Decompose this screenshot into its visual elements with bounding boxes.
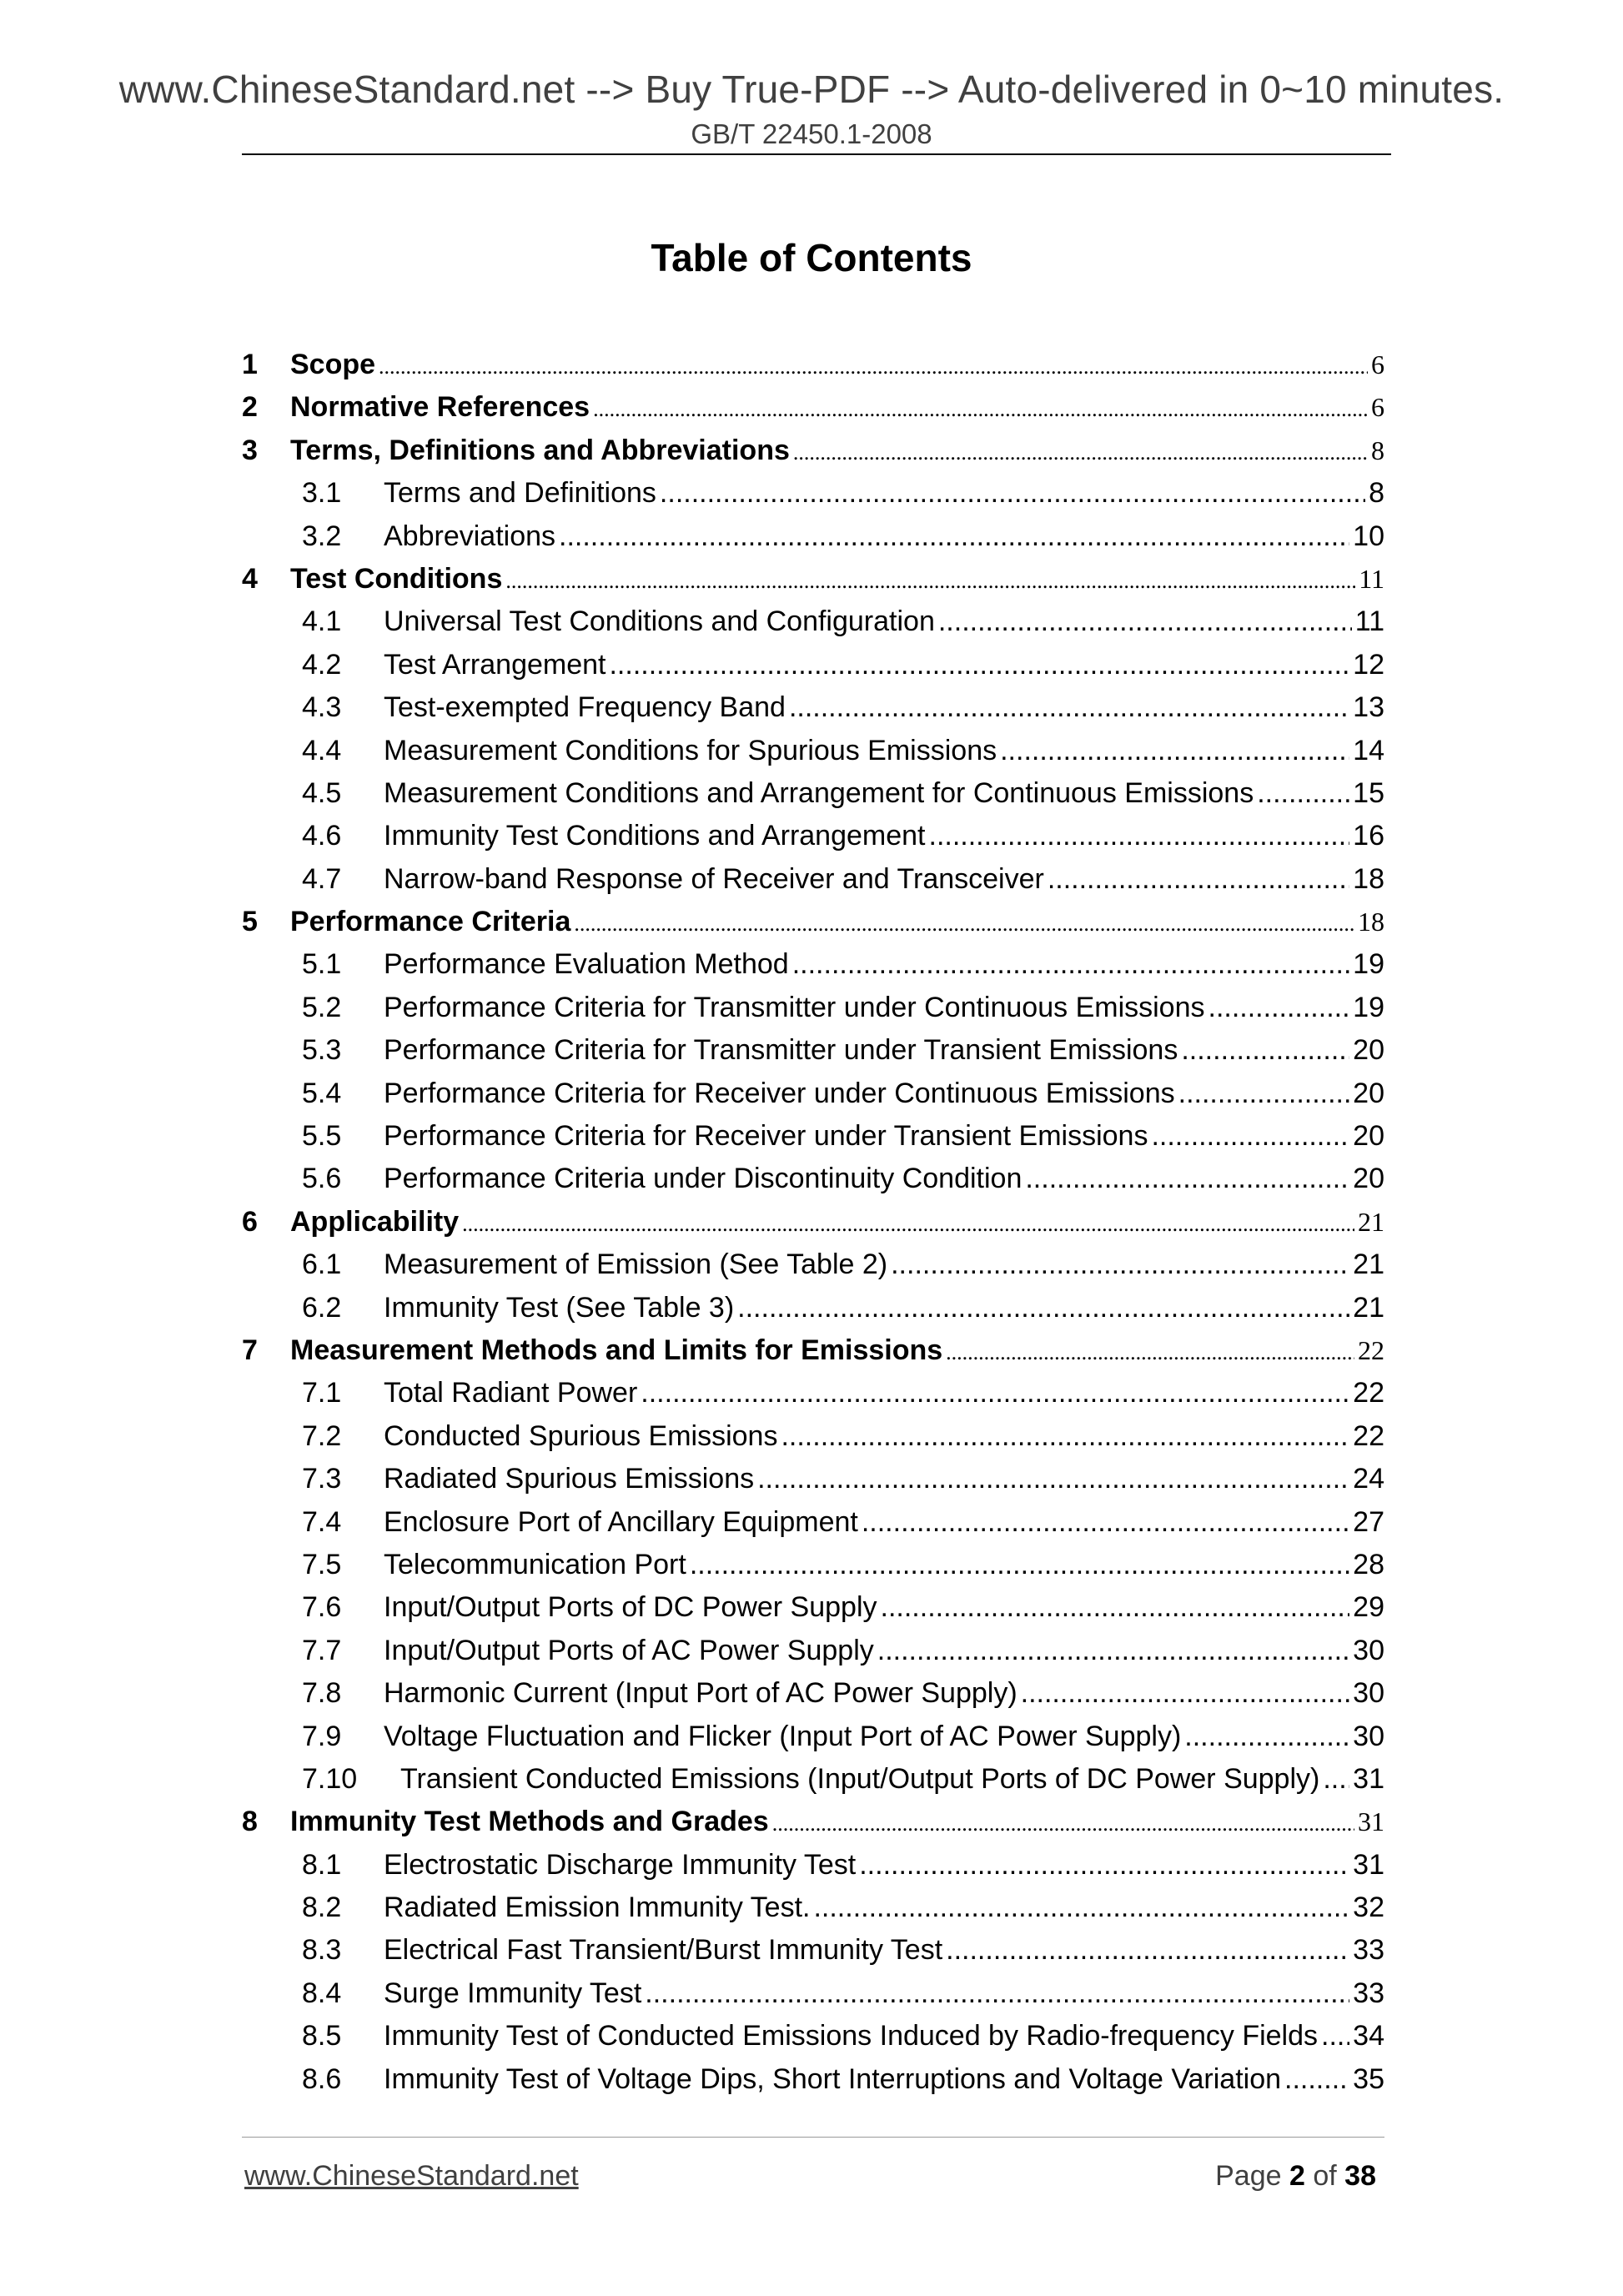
toc-entry-number: 8.5 xyxy=(302,2020,342,2052)
toc-dot-leader xyxy=(690,1544,1349,1586)
toc-entry-number: 3 xyxy=(242,434,258,466)
toc-entry[interactable] xyxy=(242,515,1384,558)
toc-entry-page: 22 xyxy=(1353,1377,1384,1409)
toc-entry-label: Telecommunication Port xyxy=(384,1548,686,1580)
toc-entry-label: Applicability xyxy=(290,1205,460,1238)
toc-dot-leader xyxy=(891,1243,1349,1286)
toc-entry-page: 22 xyxy=(1358,1334,1384,1365)
toc-entry-number: 7.5 xyxy=(302,1548,342,1580)
toc-entry-label: Performance Criteria for Receiver under Transient Emissions xyxy=(384,1120,1148,1153)
toc-entry-number: 4.6 xyxy=(302,820,342,852)
toc-entry-number: 7.4 xyxy=(302,1505,342,1538)
toc-entry-page: 29 xyxy=(1353,1591,1384,1624)
toc-dot-leader xyxy=(862,1501,1349,1544)
toc-entry[interactable] xyxy=(242,1716,1384,1758)
toc-dot-leader xyxy=(792,943,1349,986)
page-total: 38 xyxy=(1344,2160,1376,2192)
toc-dot-leader xyxy=(859,1844,1349,1887)
toc-entry-label: Performance Criteria for Receiver under Continuous Emissions xyxy=(384,1077,1175,1109)
toc-dot-leader xyxy=(1021,1672,1350,1715)
toc-entry-number: 5.4 xyxy=(302,1077,342,1109)
toc-entry-label: Input/Output Ports of AC Power Supply xyxy=(384,1634,874,1666)
toc-entry-number: 7.9 xyxy=(302,1720,342,1752)
toc-entry-page: 30 xyxy=(1353,1634,1384,1666)
toc-entry-number: 7.1 xyxy=(302,1377,342,1409)
toc-dot-leader xyxy=(813,1887,1349,1929)
toc-dot-leader xyxy=(781,1415,1349,1458)
toc-entry-page: 28 xyxy=(1353,1548,1384,1580)
toc-entry[interactable] xyxy=(242,1243,1384,1286)
toc-entry-page: 33 xyxy=(1353,1934,1384,1967)
toc-entry[interactable] xyxy=(242,1115,1384,1158)
header-banner: www.ChineseStandard.net --> Buy True-PDF --> Auto-delivered in 0~10 minutes. xyxy=(118,68,1505,111)
toc-dot-leader xyxy=(1178,1073,1350,1115)
toc-dot-leader xyxy=(559,515,1349,558)
toc-entry-label: Transient Conducted Emissions (Input/Output Ports of DC Power Supply) xyxy=(400,1762,1320,1795)
toc-entry-label: Measurement Conditions and Arrangement for Continuous Emissions xyxy=(384,776,1254,809)
toc-dot-leader xyxy=(574,902,1354,945)
toc-entry[interactable] xyxy=(242,901,1384,943)
toc-dot-leader xyxy=(946,1331,1354,1374)
toc-entry-page: 6 xyxy=(1371,392,1384,423)
toc-entry-page: 19 xyxy=(1353,991,1384,1023)
toc-entry[interactable] xyxy=(242,344,1384,386)
toc-dot-leader xyxy=(379,345,1368,388)
toc-dot-leader xyxy=(1284,2058,1349,2101)
toc-entry-page: 31 xyxy=(1353,1762,1384,1795)
toc-entry-page: 12 xyxy=(1353,648,1384,681)
toc-entry-number: 7 xyxy=(242,1334,258,1366)
toc-entry-number: 4.7 xyxy=(302,862,342,895)
toc-dot-leader xyxy=(1048,858,1349,901)
toc-entry-label: Performance Evaluation Method xyxy=(384,948,789,981)
toc-entry-label: Normative References xyxy=(290,391,590,424)
toc-entry-label: Test-exempted Frequency Band xyxy=(384,691,786,724)
toc-entry-number: 4.5 xyxy=(302,776,342,809)
toc-entry-label: Measurement Methods and Limits for Emissions xyxy=(290,1334,943,1366)
toc-entry-page: 24 xyxy=(1353,1463,1384,1495)
toc-entry[interactable] xyxy=(242,1544,1384,1586)
toc-dot-leader xyxy=(1025,1158,1349,1200)
toc-entry-label: Electrical Fast Transient/Burst Immunity Test xyxy=(384,1934,943,1967)
toc-dot-leader xyxy=(609,644,1349,686)
footer-divider xyxy=(242,2137,1384,2138)
toc-dot-leader xyxy=(1257,772,1349,815)
toc-entry-label: Terms and Definitions xyxy=(384,477,656,510)
toc-entry[interactable] xyxy=(242,1029,1384,1072)
toc-dot-leader xyxy=(505,560,1355,602)
toc-entry-page: 32 xyxy=(1353,1892,1384,1924)
toc-entry-page: 6 xyxy=(1371,349,1384,379)
toc-entry[interactable] xyxy=(242,386,1384,429)
toc-entry-label: Performance Criteria for Transmitter under Continuous Emissions xyxy=(384,991,1205,1023)
standard-code: GB/T 22450.1-2008 xyxy=(691,118,932,149)
toc-entry-page: 15 xyxy=(1353,776,1384,809)
toc-entry[interactable] xyxy=(242,1586,1384,1629)
toc-entry-page: 27 xyxy=(1353,1505,1384,1538)
toc-entry-number: 4 xyxy=(242,562,258,595)
toc-dot-leader xyxy=(1321,2015,1349,2057)
toc-entry-label: Universal Test Conditions and Configuration xyxy=(384,605,935,638)
toc-entry-label: Test Arrangement xyxy=(384,648,606,681)
toc-entry-label: Radiated Spurious Emissions xyxy=(384,1463,755,1495)
toc-entry-number: 2 xyxy=(242,391,258,424)
toc-entry[interactable] xyxy=(242,1844,1384,1887)
toc-entry-number: 6.2 xyxy=(302,1291,342,1324)
toc-entry-page: 30 xyxy=(1353,1677,1384,1710)
toc-entry[interactable] xyxy=(242,1201,1384,1243)
toc-entry-page: 20 xyxy=(1353,1120,1384,1153)
toc-entry-number: 5.6 xyxy=(302,1163,342,1195)
toc-entry-number: 4.4 xyxy=(302,734,342,766)
toc-dot-leader xyxy=(877,1630,1349,1672)
toc-entry-page: 11 xyxy=(1359,563,1384,594)
page-of: of xyxy=(1313,2160,1337,2192)
toc-entry[interactable] xyxy=(242,1372,1384,1414)
toc-entry-page: 35 xyxy=(1353,2062,1384,2095)
toc-dot-leader xyxy=(641,1372,1349,1414)
toc-entry-page: 13 xyxy=(1353,691,1384,724)
toc-entry-page: 16 xyxy=(1353,820,1384,852)
toc-entry-number: 7.8 xyxy=(302,1677,342,1710)
toc-entry-label: Measurement Conditions for Spurious Emissions xyxy=(384,734,997,766)
toc-entry-page: 33 xyxy=(1353,1977,1384,2009)
toc-entry[interactable] xyxy=(242,772,1384,815)
toc-entry-number: 8.6 xyxy=(302,2062,342,2095)
toc-entry-number: 5.1 xyxy=(302,948,342,981)
footer-page-number xyxy=(1215,2160,1376,2193)
toc-entry-page: 19 xyxy=(1353,948,1384,981)
toc-dot-leader xyxy=(1181,1029,1349,1072)
toc-entry[interactable] xyxy=(242,1073,1384,1115)
toc-entry[interactable] xyxy=(242,1887,1384,1929)
toc-entry[interactable] xyxy=(242,430,1384,472)
toc-dot-leader xyxy=(772,1802,1354,1845)
toc-entry-number: 5 xyxy=(242,906,258,938)
toc-entry[interactable] xyxy=(242,1287,1384,1329)
header-divider xyxy=(242,153,1391,155)
page-prefix: Page xyxy=(1215,2160,1282,2192)
toc-entry-label: Scope xyxy=(290,349,376,380)
toc-entry-label: Narrow-band Response of Receiver and Transceiver xyxy=(384,862,1044,895)
toc-dot-leader xyxy=(593,388,1368,430)
toc-entry[interactable] xyxy=(242,1458,1384,1500)
toc-entry-page: 10 xyxy=(1353,520,1384,552)
toc-dot-leader xyxy=(881,1586,1350,1629)
toc-entry[interactable] xyxy=(242,815,1384,857)
toc-entry-number: 5.5 xyxy=(302,1120,342,1153)
toc-entry-label: Performance Criteria for Transmitter under Transient Emissions xyxy=(384,1034,1178,1067)
toc-entry-page: 21 xyxy=(1358,1206,1384,1237)
toc-entry-page: 31 xyxy=(1358,1806,1384,1837)
toc-entry-label: Electrostatic Discharge Immunity Test xyxy=(384,1848,857,1881)
toc-entry[interactable] xyxy=(242,558,1384,600)
page-title: Table of Contents xyxy=(651,236,972,279)
toc-entry-label: Terms, Definitions and Abbreviations xyxy=(290,434,790,466)
toc-dot-leader xyxy=(938,600,1352,643)
footer-site-link[interactable]: www.ChineseStandard.net xyxy=(244,2160,579,2192)
toc-entry[interactable] xyxy=(242,1158,1384,1200)
toc-entry[interactable] xyxy=(242,472,1384,515)
toc-dot-leader xyxy=(793,431,1368,474)
toc-entry[interactable] xyxy=(242,2015,1384,2057)
toc-entry-label: Radiated Emission Immunity Test. xyxy=(384,1892,811,1924)
toc-entry-page: 34 xyxy=(1353,2020,1384,2052)
toc-entry-number: 7.10 xyxy=(302,1762,358,1795)
toc-entry-label: Test Conditions xyxy=(290,562,503,595)
toc-entry-number: 1 xyxy=(242,349,258,380)
toc-entry-number: 8.1 xyxy=(302,1848,342,1881)
toc-entry-label: Measurement of Emission (See Table 2) xyxy=(384,1248,888,1281)
toc-entry-number: 7.6 xyxy=(302,1591,342,1624)
toc-entry[interactable] xyxy=(242,1501,1384,1544)
toc-dot-leader xyxy=(1151,1115,1349,1158)
toc-entry-number: 6 xyxy=(242,1205,258,1238)
toc-entry[interactable] xyxy=(242,1801,1384,1843)
toc-entry-page: 21 xyxy=(1353,1291,1384,1324)
toc-dot-leader xyxy=(946,1929,1349,1972)
toc-entry-number: 7.3 xyxy=(302,1463,342,1495)
toc-entry-page: 18 xyxy=(1358,907,1384,937)
toc-entry-number: 8.3 xyxy=(302,1934,342,1967)
toc-entry-number: 6.1 xyxy=(302,1248,342,1281)
toc-entry[interactable] xyxy=(242,943,1384,986)
toc-entry-label: Immunity Test (See Table 3) xyxy=(384,1291,735,1324)
toc-entry-page: 20 xyxy=(1353,1163,1384,1195)
toc-entry-number: 4.1 xyxy=(302,605,342,638)
toc-entry-label: Input/Output Ports of DC Power Supply xyxy=(384,1591,877,1624)
toc-dot-leader xyxy=(1184,1716,1349,1758)
toc-dot-leader xyxy=(462,1203,1354,1245)
toc-entry[interactable] xyxy=(242,600,1384,643)
toc-entry-page: 30 xyxy=(1353,1720,1384,1752)
toc-entry-number: 3.1 xyxy=(302,477,342,510)
toc-entry[interactable] xyxy=(242,2058,1384,2101)
toc-entry-page: 20 xyxy=(1353,1077,1384,1109)
toc-entry-page: 18 xyxy=(1353,862,1384,895)
toc-entry-label: Immunity Test of Conducted Emissions Induced by Radio-frequency Fields xyxy=(384,2020,1319,2052)
toc-entry[interactable] xyxy=(242,1630,1384,1672)
toc-dot-leader xyxy=(1208,987,1350,1029)
toc-entry-page: 14 xyxy=(1353,734,1384,766)
toc-entry-page: 8 xyxy=(1371,435,1384,465)
toc-entry-number: 4.2 xyxy=(302,648,342,681)
toc-entry-label: Performance Criteria under Discontinuity Condition xyxy=(384,1163,1023,1195)
toc-entry[interactable] xyxy=(242,1972,1384,2015)
toc-entry-label: Immunity Test of Voltage Dips, Short Interruptions and Voltage Variation xyxy=(384,2062,1282,2095)
toc-entry[interactable] xyxy=(242,730,1384,772)
toc-entry-number: 8 xyxy=(242,1806,258,1838)
toc-dot-leader xyxy=(757,1458,1349,1500)
toc-entry-page: 11 xyxy=(1354,605,1384,638)
toc-dot-leader xyxy=(789,686,1349,729)
toc-entry-label: Conducted Spurious Emissions xyxy=(384,1419,778,1452)
toc-entry-number: 5.2 xyxy=(302,991,342,1023)
table-of-contents xyxy=(242,344,1384,2101)
toc-entry[interactable] xyxy=(242,1329,1384,1372)
toc-entry[interactable] xyxy=(242,858,1384,901)
toc-entry-label: Enclosure Port of Ancillary Equipment xyxy=(384,1505,858,1538)
toc-entry[interactable] xyxy=(242,987,1384,1029)
toc-dot-leader xyxy=(929,815,1350,857)
toc-entry[interactable] xyxy=(242,1672,1384,1715)
toc-entry-page: 31 xyxy=(1353,1848,1384,1881)
toc-entry[interactable] xyxy=(242,1758,1384,1801)
toc-entry-label: Voltage Fluctuation and Flicker (Input Port of AC Power Supply) xyxy=(384,1720,1182,1752)
toc-dot-leader xyxy=(737,1287,1349,1329)
toc-entry-label: Performance Criteria xyxy=(290,906,571,938)
toc-entry-number: 8.2 xyxy=(302,1892,342,1924)
toc-entry-label: Surge Immunity Test xyxy=(384,1977,642,2009)
toc-entry-number: 7.7 xyxy=(302,1634,342,1666)
toc-dot-leader xyxy=(660,472,1365,515)
toc-entry-page: 8 xyxy=(1369,477,1384,510)
toc-entry[interactable] xyxy=(242,644,1384,686)
toc-entry[interactable] xyxy=(242,1929,1384,1972)
page-current: 2 xyxy=(1289,2160,1305,2192)
toc-entry-label: Abbreviations xyxy=(384,520,556,552)
toc-entry-number: 5.3 xyxy=(302,1034,342,1067)
toc-entry-page: 21 xyxy=(1353,1248,1384,1281)
toc-dot-leader xyxy=(1323,1758,1349,1801)
toc-entry-label: Harmonic Current (Input Port of AC Power Supply) xyxy=(384,1677,1018,1710)
toc-entry-page: 20 xyxy=(1353,1034,1384,1067)
toc-entry-label: Immunity Test Methods and Grades xyxy=(290,1806,769,1838)
toc-entry-number: 7.2 xyxy=(302,1419,342,1452)
toc-entry-number: 3.2 xyxy=(302,520,342,552)
toc-entry-label: Immunity Test Conditions and Arrangement xyxy=(384,820,926,852)
toc-dot-leader xyxy=(645,1972,1349,2015)
toc-entry[interactable] xyxy=(242,1415,1384,1458)
toc-entry-page: 22 xyxy=(1353,1419,1384,1452)
toc-entry-label: Total Radiant Power xyxy=(384,1377,638,1409)
toc-dot-leader xyxy=(1000,730,1349,772)
toc-entry-number: 8.4 xyxy=(302,1977,342,2009)
toc-entry[interactable] xyxy=(242,686,1384,729)
toc-entry-number: 4.3 xyxy=(302,691,342,724)
